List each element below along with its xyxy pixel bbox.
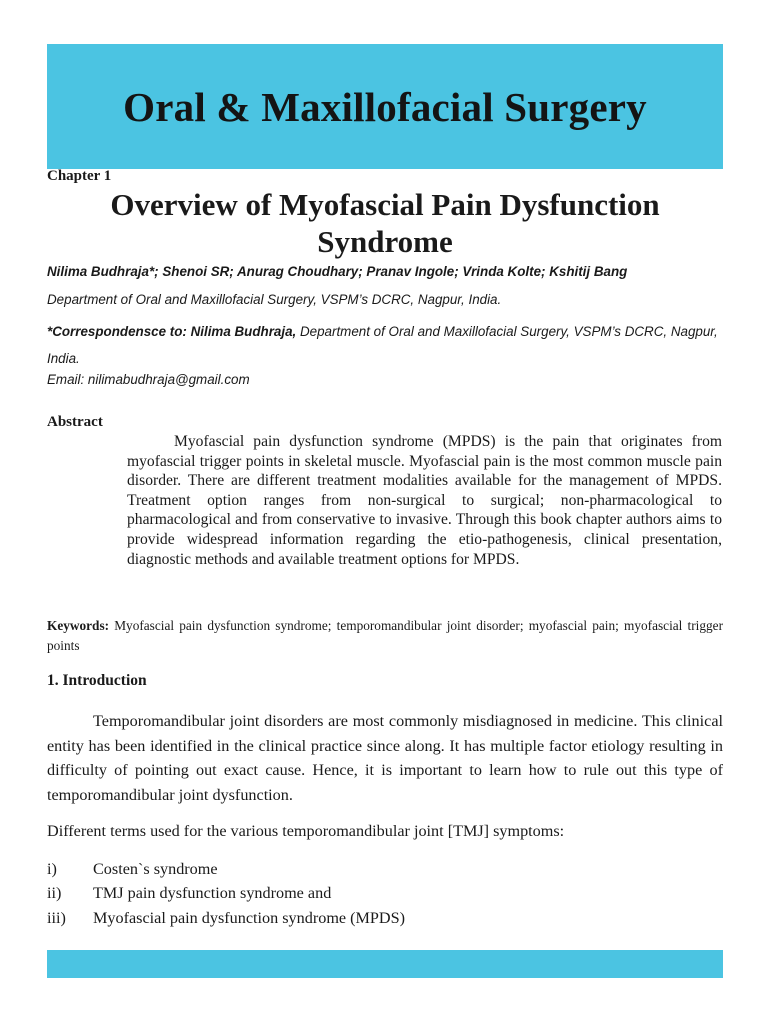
author-list: Nilima Budhraja*; Shenoi SR; Anurag Choudhary; Pranav Ingole; Vrinda Kolte; Kshitij Bang bbox=[47, 264, 628, 279]
symptom-list bbox=[47, 860, 723, 933]
correspondence bbox=[47, 318, 723, 372]
keywords-text: Myofascial pain dysfunction syndrome; temporomandibular joint disorder; myofascial pain; myofascial trigger points bbox=[47, 618, 723, 653]
list-item bbox=[47, 909, 723, 933]
abstract-body: Myofascial pain dysfunction syndrome (MPDS) is the pain that originates from myofascial trigger points in skeletal muscle. Myofascial pain is the most common muscle pain disorder. There are different treatment modalities available for the management of MPDS. Treatment option ranges from non-surgical to surgical; non-pharmacological to pharmacological and from conservative to invasive. Through this book chapter authors aims to provide widespread information regarding the etio-pathogenesis, clinical presentation, diagnostic methods and available treatment options for MPDS. bbox=[127, 433, 722, 568]
email-line: Email: nilimabudhraja@gmail.com bbox=[47, 372, 250, 387]
list-item-text: Costen`s syndrome bbox=[93, 860, 218, 878]
chapter-label: Chapter 1 bbox=[47, 168, 112, 184]
list-item-number: ii) bbox=[47, 884, 62, 903]
abstract-heading: Abstract bbox=[47, 414, 103, 430]
correspondence-label: *Correspondensce to: Nilima Budhraja, bbox=[47, 324, 297, 339]
terms-line: Different terms used for the various temporomandibular joint [TMJ] symptoms: bbox=[47, 822, 565, 840]
list-item bbox=[47, 860, 723, 884]
journal-title: Oral & Maxillofacial Surgery bbox=[123, 83, 647, 130]
introduction-paragraph: Temporomandibular joint disorders are most commonly misdiagnosed in medicine. This clinical entity has been identified in the clinical practice since along. It has multiple factor etiology resulting in difficulty of pointing out exact cause. Hence, it is important to learn how to rule out this type of temporomandibular joint dysfunction. bbox=[47, 712, 723, 804]
list-item-text: TMJ pain dysfunction syndrome and bbox=[93, 884, 332, 903]
header-banner bbox=[47, 44, 723, 169]
footer-bar bbox=[47, 950, 723, 978]
affiliation: Department of Oral and Maxillofacial Surgery, VSPM’s DCRC, Nagpur, India. bbox=[47, 292, 502, 307]
keywords bbox=[47, 616, 723, 656]
list-item-number: iii) bbox=[47, 908, 66, 927]
keywords-label: Keywords: bbox=[47, 618, 110, 633]
list-item bbox=[47, 884, 723, 908]
section-heading-introduction: 1. Introduction bbox=[47, 672, 147, 689]
correspondence-text: Department of Oral and Maxillofacial Surgery, VSPM’s DCRC, Nagpur, India. bbox=[47, 324, 718, 366]
list-item-number: i) bbox=[47, 860, 57, 878]
list-item-text: Myofascial pain dysfunction syndrome (MPDS) bbox=[93, 908, 406, 927]
chapter-title: Overview of Myofascial Pain Dysfunction Syndrome bbox=[110, 187, 660, 259]
